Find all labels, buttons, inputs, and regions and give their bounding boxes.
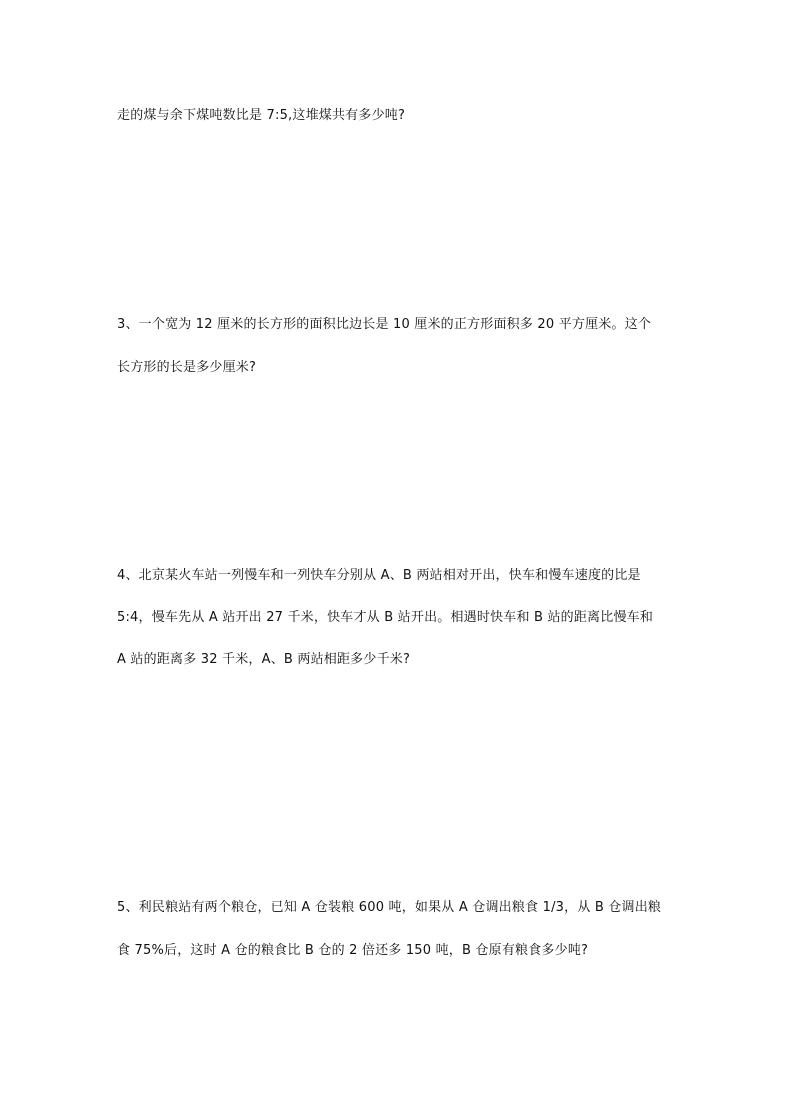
problem-4-line-2: 5:4，慢车先从 A 站开出 27 千米，快车才从 B 站开出。相遇时快车和 B 站的距离比慢车和 — [117, 610, 654, 625]
problem-4-line-1: 4、北京某火车站一列慢车和一列快车分别从 A、B 两站相对开出，快车和慢车速度的比是 — [117, 568, 641, 583]
problem-5-line-1: 5、利民粮站有两个粮仓，已知 A 仓装粮 600 吨，如果从 A 仓调出粮食 1/3，从 B 仓调出粮 — [117, 900, 662, 915]
problem-3-line-1: 3、一个宽为 12 厘米的长方形的面积比边长是 10 厘米的正方形面积多 20 平方厘米。这个 — [117, 317, 652, 332]
problem-3-line-2: 长方形的长是多少厘米? — [117, 360, 257, 375]
problem-4-line-3: A 站的距离多 32 千米，A、B 两站相距多少千米? — [117, 652, 411, 667]
problem-5-line-2: 食 75%后，这时 A 仓的粮食比 B 仓的 2 倍还多 150 吨，B 仓原有粮食多少吨? — [117, 943, 589, 958]
problem-2-continuation-line: 走的煤与余下煤吨数比是 7:5,这堆煤共有多少吨? — [117, 108, 406, 123]
